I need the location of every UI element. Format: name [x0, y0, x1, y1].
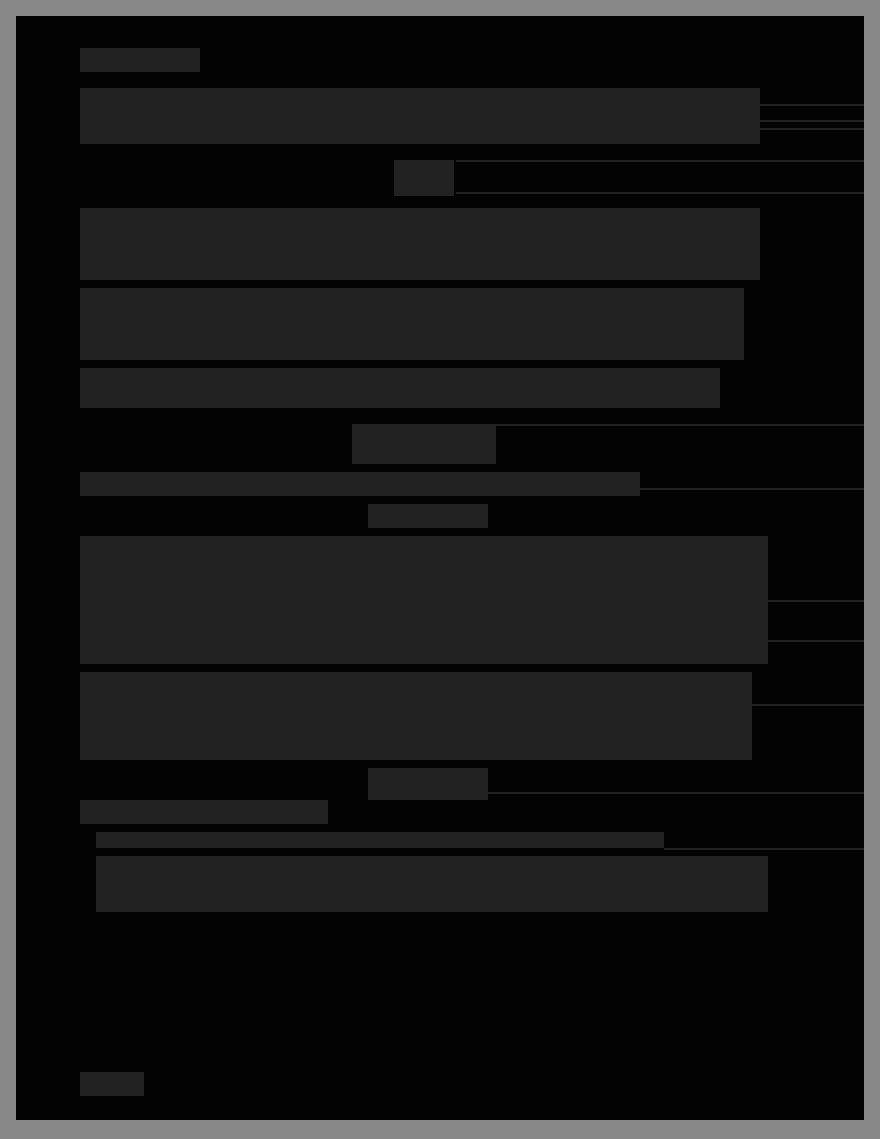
page-frame-edge [864, 8, 872, 1131]
redacted-section-heading [80, 48, 200, 72]
redacted-equation [352, 424, 496, 464]
redacted-page-number [80, 1072, 144, 1096]
margin-rule [456, 192, 864, 194]
document-page [16, 16, 864, 1120]
margin-rule [728, 640, 864, 642]
margin-rule [488, 792, 864, 794]
redacted-equation [368, 768, 488, 800]
margin-rule [456, 160, 864, 162]
margin-rule [528, 128, 864, 130]
margin-rule [496, 424, 864, 426]
redacted-list-item [96, 856, 768, 912]
redacted-list-heading [80, 800, 328, 824]
redacted-equation [394, 160, 454, 196]
redacted-paragraph [80, 208, 760, 280]
redacted-paragraph [80, 288, 744, 360]
redacted-paragraph [80, 88, 760, 144]
redacted-equation [368, 504, 488, 528]
redacted-list-item [96, 832, 664, 848]
redacted-paragraph [80, 536, 768, 664]
redacted-paragraph [80, 672, 752, 760]
margin-rule [760, 104, 864, 106]
redacted-paragraph [80, 472, 640, 496]
margin-rule [640, 488, 864, 490]
margin-rule [752, 704, 864, 706]
margin-rule [768, 600, 864, 602]
margin-rule [664, 848, 864, 850]
margin-rule [744, 120, 864, 122]
redacted-paragraph [80, 368, 720, 408]
